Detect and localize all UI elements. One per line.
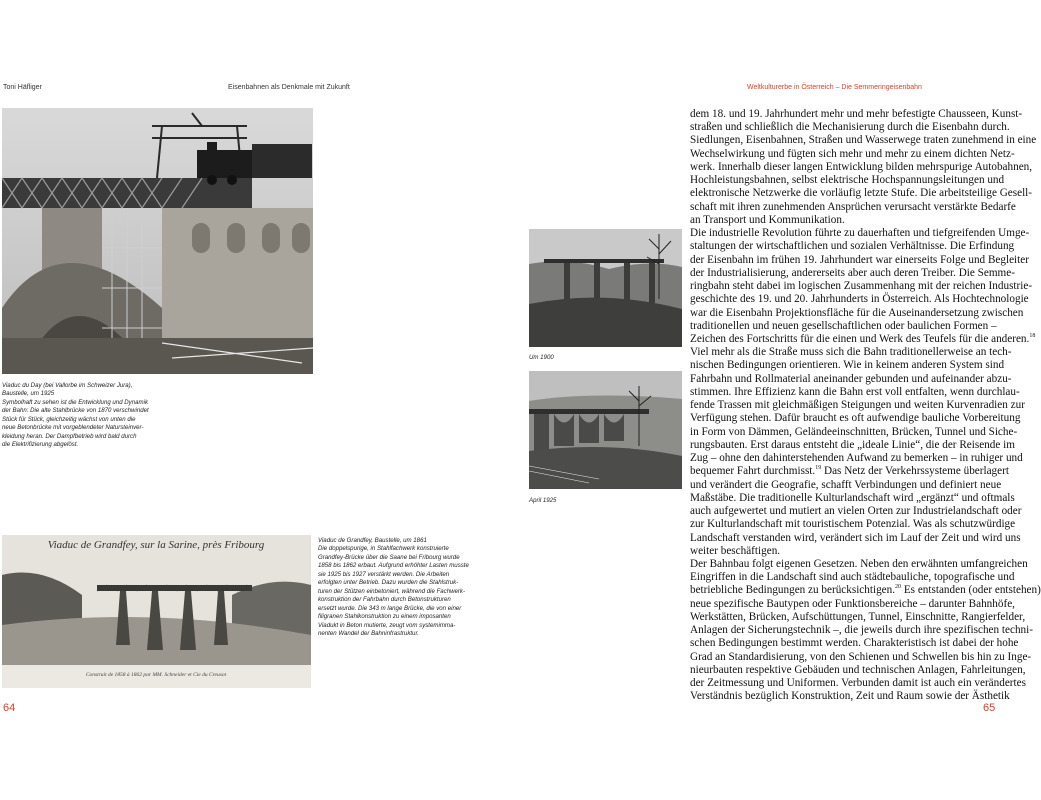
body-line-with-footnote [690,465,1009,478]
caption-line: Symbolhaft zu sehen ist die Entwicklung und Dynamik [2,398,148,406]
photo-viaduc-de-grandfey [2,535,311,688]
caption-line: filigranen Stahlkonstruktion zu einem imposanten [318,613,451,621]
body-line: Anlagen der Sicherungstechnik –, die jeweils durch ihre spezifischen techni- [690,624,1033,637]
caption-line: ersetzt wurde. Die 343 m lange Brücke, die von einer [318,604,462,612]
running-head-author: Toni Häfliger [3,84,42,91]
body-line: Grad an Standardisierung, von den Schienen und Schwellen bis hin zu Inge- [690,650,1032,663]
footnote-ref-18[interactable]: 18 [1029,332,1036,339]
body-line-with-footnote [690,584,1041,597]
body-line: stimmen. Ihre Effizienz kann die Bahn erst voll entfalten, wenn durchlau- [690,385,1020,398]
caption-line: Stück für Stück, gleichzeitig wächst von unten die [2,415,136,423]
body-line: Fahrbahn und Rollmaterial aneinander gebunden und aufeinander abzu- [690,372,1012,385]
body-line: auch aufgewertet und mutiert an vielen Orten zur Industrielandschaft oder [690,505,1022,518]
photo-viaduc-du-day [2,108,313,374]
body-line: der Zeitmessung und Uniformen. Verbunden damit ist auch ein verändertes [690,677,1026,690]
page-number-right: 65 [983,702,996,714]
body-line: Verfügung stehen. Dafür braucht es oft aufwendige bauliche Vorbereitung [690,412,1021,425]
footnote-ref-20[interactable]: 20 [895,584,902,591]
caption-line: Viadukt in Beton mutierte, zeugt vom systemimma- [318,621,456,629]
caption-viaduc-du-day [2,382,149,450]
page-number-left: 64 [3,702,16,714]
body-line: Eingriffen in die Landschaft sind auch städtebauliche, topografische und [690,571,1015,584]
body-line-tail: Das Netz der Verkehrssysteme überlagert [821,465,1009,478]
caption-line: konstruktion der Fahrbahn durch Betonstrukturen [318,596,451,604]
caption-viaduc-de-grandfey [318,537,469,638]
caption-line: sie 1925 bis 1927 verstärkt werden. Die Arbeiten [318,570,450,578]
photo-um-1900 [529,229,682,347]
caption-line: Die doppelspurige, in Stahlfachwerk konstruierte [318,545,449,553]
body-line-with-footnote [690,332,1036,346]
body-line: Wechselwirkung und fügten sich mehr und mehr zu einem dichten Netz- [690,147,1015,160]
body-line: fende Trassen mit gleichmäßigen Steigungen und weiten Kurvenradien zur [690,399,1025,412]
body-line: Siedlungen, Eisenbahnen, Straßen und Wasserwege traten zunehmend in eine [690,134,1037,147]
body-text-column [690,108,1041,704]
body-line-text: betriebliche Bedingungen zu berücksichtigen. [690,584,896,597]
caption-um-1900: Um 1900 [529,354,554,361]
body-line: zur Kulturlandschaft mit touristischem Potenzial. Was als schutzwürdige [690,518,1016,531]
caption-line: neue Betonbrücke mit vorgeblendeter Natursteinver- [2,424,144,432]
running-head-left-title: Eisenbahnen als Denkmale mit Zukunft [228,84,350,91]
caption-line: kleidung heran. Der Dampfbetrieb wird bald durch [2,432,137,440]
body-line: nieurbauten respektive Gebäuden und technischen Anlagen, Fahrleitungen, [690,663,1026,676]
body-line: geschichte des 19. und 20. Jahrhunderts in Österreich. Als Hochtechnologie [690,293,1029,306]
caption-line: Viaduc du Day (bei Vallorbe im Schweizer Jura), [2,382,133,389]
body-line: elektronische Netzwerke die vorläufig letzte Stufe. Die arbeitsteilige Gesell- [690,187,1033,200]
body-line: war die Eisenbahn Projektionsfläche für die Auseinandersetzung zwischen [690,306,1024,319]
caption-line: turen der Stützen einbetoniert, während die Fachwerk- [318,587,466,595]
engraving-bottom-text: Construit de 1858 à 1862 par MM. Schneider et Cie du Creusot [85,672,227,678]
caption-line: Baustelle, um 1925 [2,390,55,398]
body-line: Hochleistungsbahnen, selbst elektrische Hochspannungsleitungen und [690,174,1005,187]
body-line: der Industrialisierung, andererseits aber auch deren Treiber. Die Semme- [690,266,1015,279]
caption-line: 1858 bis 1862 erbaut. Aufgrund erhöhter Lasten musste [318,562,469,570]
body-line: schen Bedingungen bestimmt werden. Charakteristisch ist dabei der hohe [690,637,1019,650]
body-line: in Form von Dämmen, Geländeeinschnitten, Brücken, Tunnel und Siche- [690,425,1018,438]
body-line: Verständnis bezüglich Konstruktion, Zeit und Raum sowie der Ästhetik [690,690,1010,703]
body-line: neue spezifische Bautypen oder Funktionsbereiche – darunter Bahnhöfe, [690,597,1015,610]
body-line-tail: Es entstanden (oder entstehen) [901,584,1041,597]
caption-april-1925: April 1925 [529,497,557,504]
body-line: Landschaft verstanden wird, verändert sich im Lauf der Zeit und wird uns [690,531,1021,544]
photo-april-1925 [529,371,682,489]
caption-line: die Elektrifizierung abgelöst. [2,441,79,449]
body-line: dem 18. und 19. Jahrhundert mehr und mehr befestigte Chausseen, Kunst- [690,108,1023,120]
running-head-right-title: Weltkulturerbe in Österreich – Die Semmeringeisenbahn [747,84,922,91]
footnote-ref-19[interactable]: 19 [815,465,822,472]
body-line-text: Zeichen des Fortschritts für die einen und Werk des Teufels für die anderen. [690,332,1030,345]
body-line: weiter beschäftigen. [690,544,781,557]
body-line: werk. Innerhalb dieser langen Entwicklung bilden mehrspurige Autobahnen, [690,160,1033,173]
body-line: ringbahn steht dabei im logischen Zusammenhang mit der reichen Industrie- [690,280,1033,293]
body-line: Die industrielle Revolution führte zu dauerhaften und tiefgreifenden Umge- [690,227,1030,240]
body-line: schaft mit ihren zunehmenden Ansprüchen verursacht verstärkte Bedarfe [690,200,1016,213]
body-line: staltungen der wirtschaftlichen und sozialen Verhältnisse. Die Erfindung [690,240,1015,253]
body-line: der Eisenbahn im frühen 19. Jahrhundert war einerseits Folge und Begleiter [690,253,1029,266]
caption-line: nenten Wandel der Bahninfrastruktur. [318,629,419,637]
body-line: Maßstäbe. Die traditionelle Kulturlandschaft wird „ergänzt“ und oftmals [690,491,1015,504]
body-line: Viel mehr als die Straße muss sich die Bahn traditionellerweise an tech- [690,346,1012,359]
caption-line: Grandfey-Brücke über die Saane bei Fribourg wurde [318,553,460,561]
body-line: rungsbauten. Erst daraus entsteht die „ideale Linie“, die der Reisende im [690,438,1015,451]
engraving-title: Viaduc de Grandfey, sur la Sarine, près Fribourg [47,539,265,551]
body-line: traditionellen und neuen gesellschaftlichen oder baulichen Formen – [690,319,997,332]
body-line: Der Bahnbau folgt eigenen Gesetzen. Neben den erwähnten umfangreichen [690,557,1028,570]
body-line: Werkstätten, Brücken, Aufschüttungen, Tunnel, Einschnitte, Rangierfelder, [690,610,1026,623]
body-line: und verändert die Geografie, schafft Verbindungen und definiert neue [690,478,1002,491]
body-line: nischen Bedingungen orientieren. Wie in keinem anderen System sind [690,359,1005,372]
caption-line: erfolgten unter Betrieb. Dazu wurden die Stahlstruk- [318,579,459,587]
caption-line: Viaduc de Grandfey, Baustelle, um 1861 [318,537,427,544]
caption-line: der Bahn: Die alte Stahlbrücke von 1870 verschwindet [2,407,149,415]
body-line: an Transport und Kommunikation. [690,213,845,226]
body-line: Zug – ohne den dahinterstehenden Aufwand zu bemerken – in ruhiger und [690,452,1023,465]
body-line-text: bequemer Fahrt durchmisst. [690,465,816,478]
body-line: straßen und schließlich die Mechanisierung durch die Eisenbahn durch. [690,121,1010,134]
